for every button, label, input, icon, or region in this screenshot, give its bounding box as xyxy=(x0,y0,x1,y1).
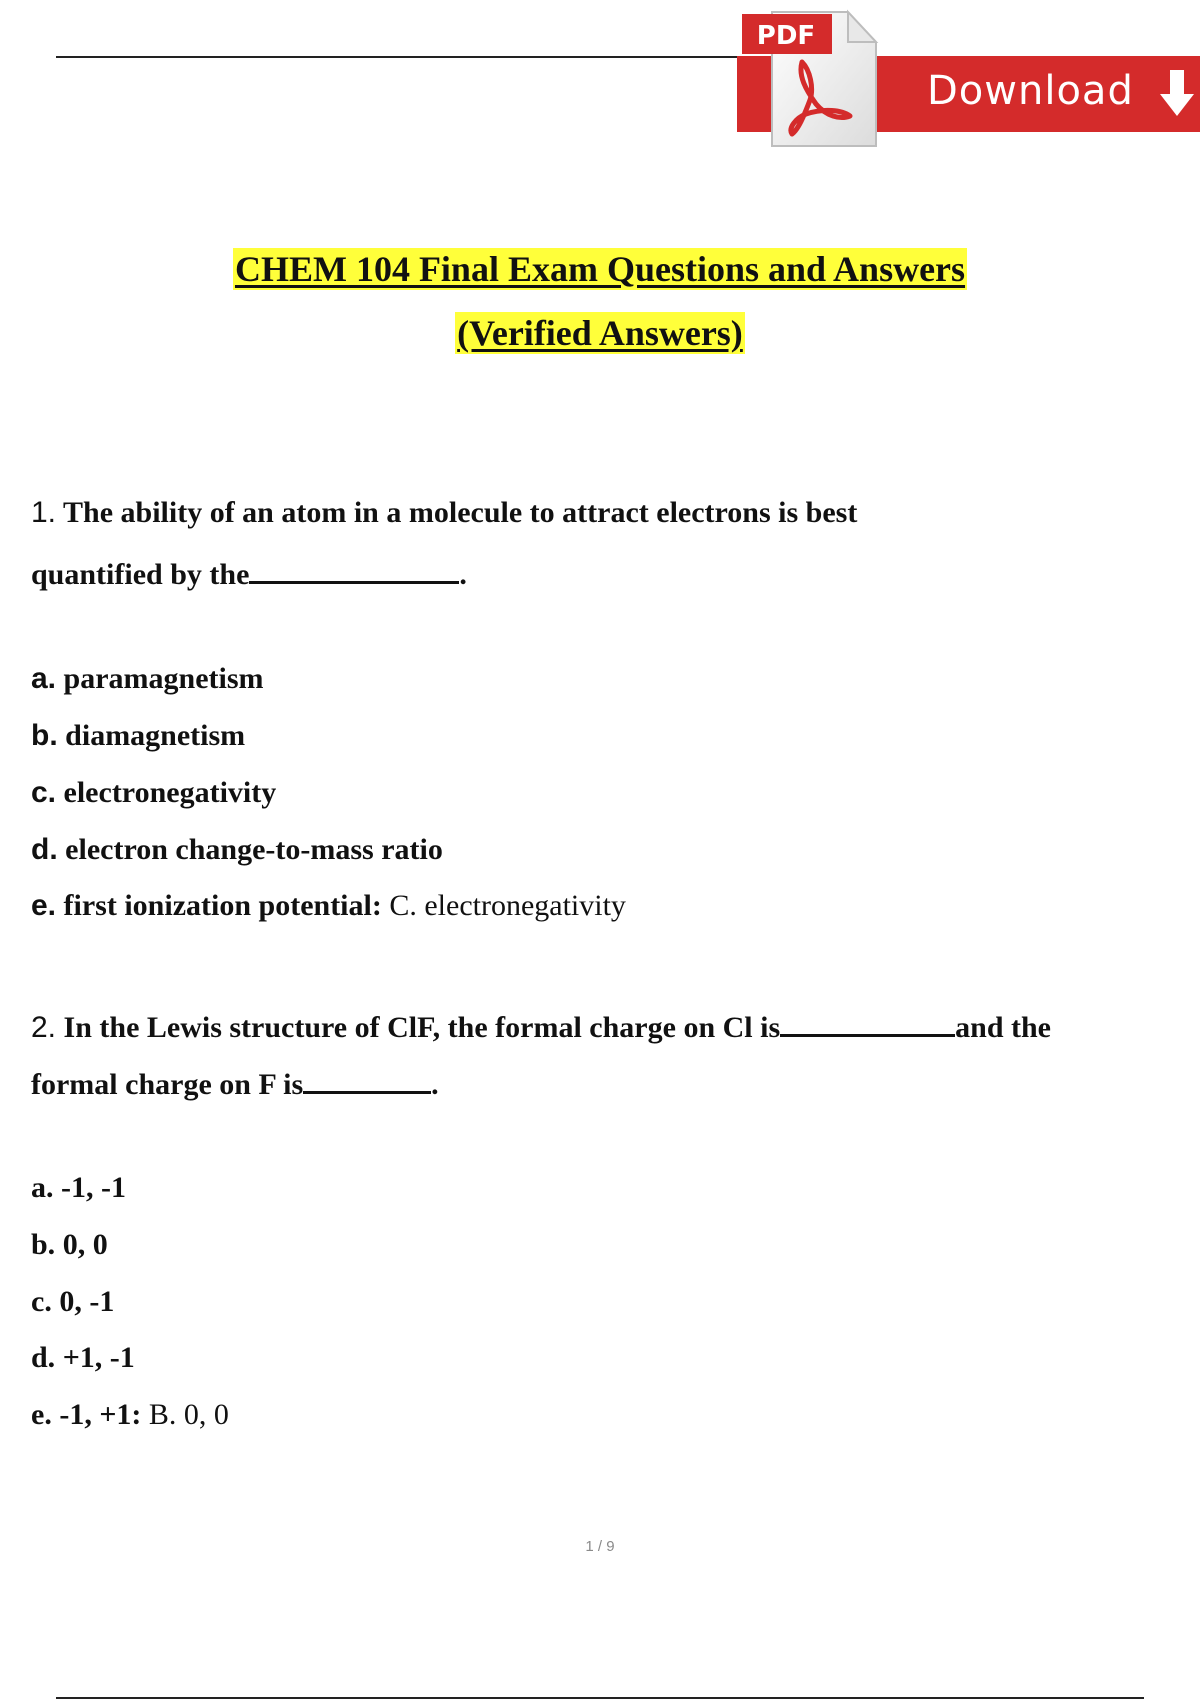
option-letter: e. xyxy=(31,1398,52,1431)
question-2-text-cont: and the xyxy=(955,1011,1051,1044)
question-2-option-d xyxy=(31,1340,135,1376)
question-1-period: . xyxy=(459,558,467,591)
option-text: -1, +1: xyxy=(59,1398,142,1431)
question-1-option-b xyxy=(31,718,245,754)
bottom-rule xyxy=(56,1697,1144,1699)
option-text: electronegativity xyxy=(63,776,277,809)
pdf-file-icon xyxy=(740,6,880,148)
question-1-option-e xyxy=(31,888,626,924)
document-subtitle: (Verified Answers) xyxy=(457,313,743,353)
option-letter: a. xyxy=(31,662,57,695)
question-2-option-b xyxy=(31,1227,108,1263)
question-1-option-d xyxy=(31,832,443,868)
option-text: diamagnetism xyxy=(65,719,246,752)
question-1-option-a xyxy=(31,661,264,697)
option-letter: b. xyxy=(31,1228,56,1261)
option-letter: c. xyxy=(31,776,57,809)
question-1-option-c xyxy=(31,775,276,811)
option-text: 0, 0 xyxy=(62,1228,108,1261)
option-text: +1, -1 xyxy=(62,1341,135,1374)
title-row-2 xyxy=(0,312,1200,354)
option-letter: c. xyxy=(31,1285,52,1318)
question-2-option-a xyxy=(31,1170,126,1206)
question-1-answer: C. electronegativity xyxy=(389,889,626,922)
question-1-number: 1. xyxy=(31,496,57,529)
option-letter: e. xyxy=(31,889,57,922)
download-arrow-icon xyxy=(1157,68,1197,120)
question-2-text: In the Lewis structure of ClF, the formal charge on Cl is xyxy=(63,1011,781,1044)
question-2-period: . xyxy=(431,1068,439,1101)
question-2-text-line2: formal charge on F is xyxy=(31,1068,304,1101)
download-label: Download xyxy=(927,68,1134,114)
question-2-option-e xyxy=(31,1397,229,1433)
question-2-line-2 xyxy=(31,1061,439,1103)
question-2-line-1 xyxy=(31,1004,1051,1046)
answer-blank xyxy=(249,551,459,584)
pdf-badge-text: PDF xyxy=(756,21,816,51)
question-1-text: The ability of an atom in a molecule to attract electrons is best xyxy=(63,496,858,529)
option-letter: b. xyxy=(31,719,58,752)
document-title: CHEM 104 Final Exam Questions and Answers xyxy=(234,249,966,289)
option-text: -1, -1 xyxy=(61,1171,126,1204)
question-1-line-2 xyxy=(31,551,467,593)
page-indicator: 1 / 9 xyxy=(585,1538,615,1555)
option-letter: a. xyxy=(31,1171,54,1204)
question-2-number: 2. xyxy=(31,1011,57,1044)
option-letter: d. xyxy=(31,833,58,866)
top-rule xyxy=(56,56,756,58)
question-2-answer: B. 0, 0 xyxy=(148,1398,229,1431)
option-letter: d. xyxy=(31,1341,56,1374)
question-1-text-cont: quantified by the xyxy=(31,558,250,591)
answer-blank xyxy=(780,1004,955,1037)
question-1-line-1 xyxy=(31,495,857,531)
title-row-1 xyxy=(0,248,1200,290)
option-text: electron change-to-mass ratio xyxy=(65,833,443,866)
option-text: first ionization potential: xyxy=(63,889,382,922)
option-text: 0, -1 xyxy=(59,1285,115,1318)
answer-blank xyxy=(303,1061,431,1094)
question-2-option-c xyxy=(31,1284,114,1320)
option-text: paramagnetism xyxy=(63,662,264,695)
